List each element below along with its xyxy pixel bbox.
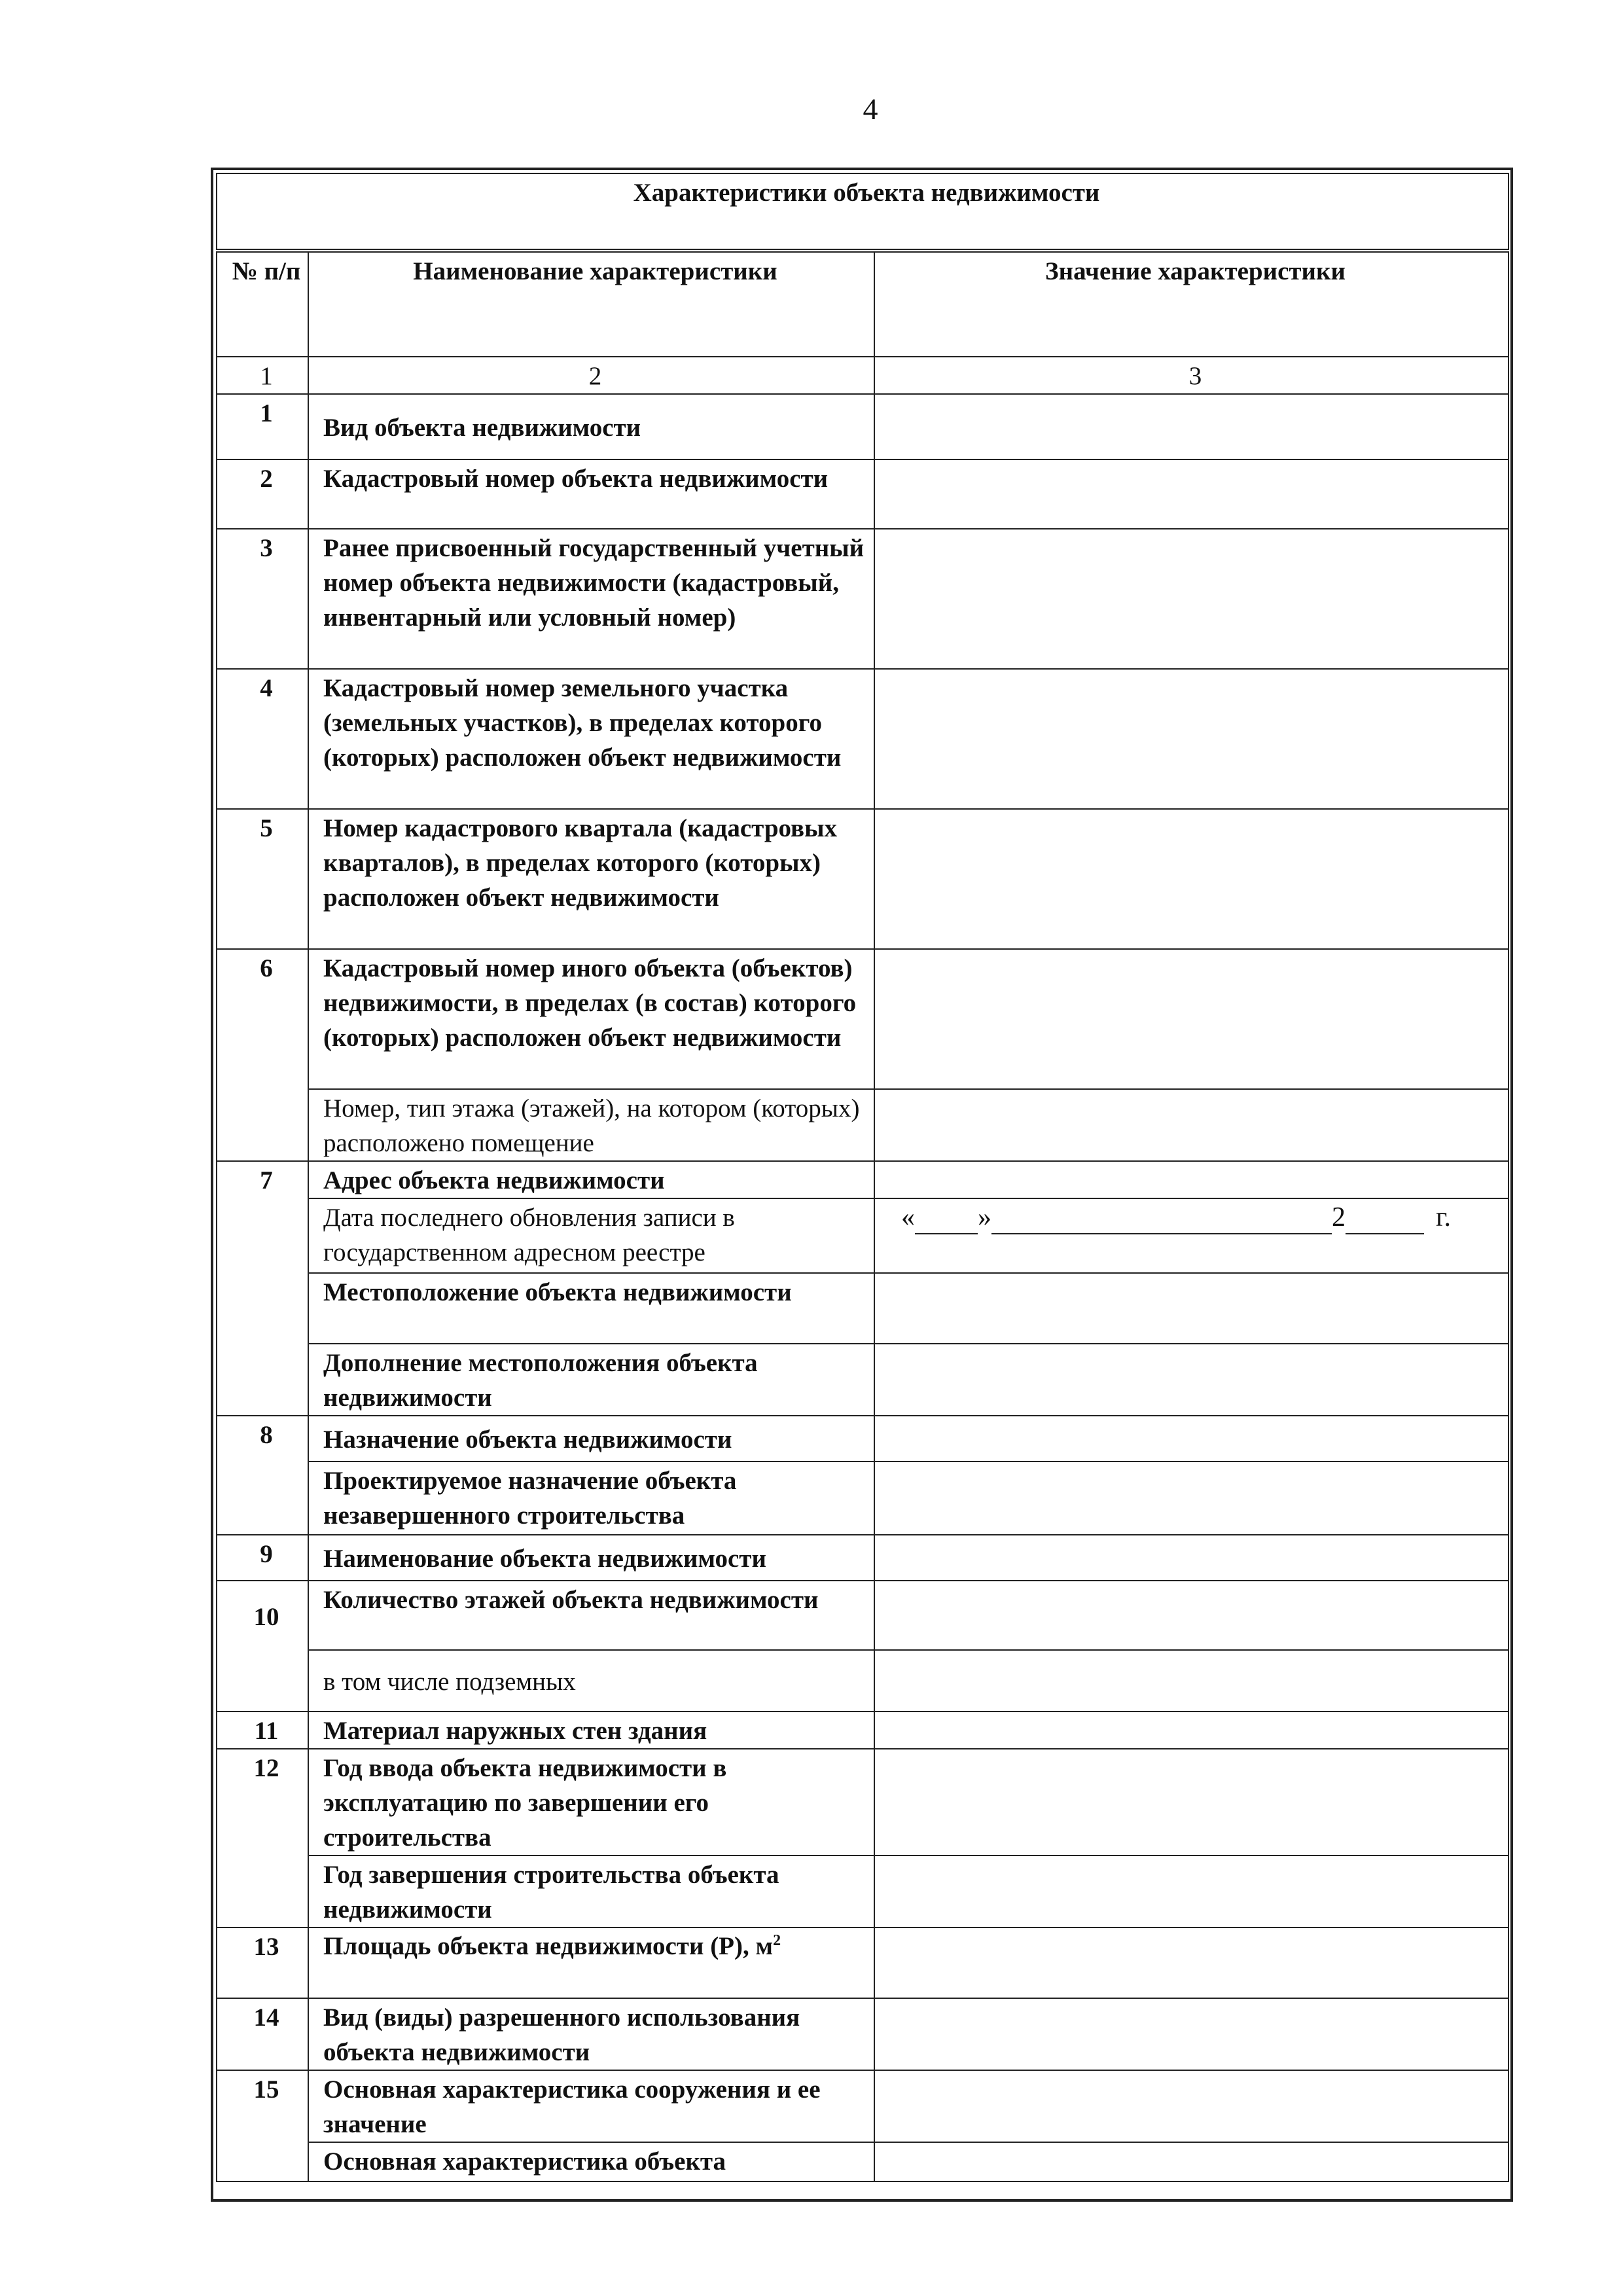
- month-blank[interactable]: [991, 1207, 1332, 1234]
- row-location-label: Местоположение объекта недвижимости: [308, 1273, 874, 1344]
- header-row: [217, 251, 1508, 357]
- area-label-text: Площадь объекта недвижимости (Р), м: [323, 1932, 774, 1960]
- value-cell[interactable]: [874, 1535, 1508, 1581]
- row-number: 1: [217, 394, 308, 459]
- table-row: [217, 1749, 1508, 1856]
- day-blank[interactable]: [915, 1207, 978, 1234]
- date-close-quote: »: [978, 1202, 991, 1232]
- row-number: 11: [217, 1712, 308, 1749]
- table-row: [217, 669, 1508, 809]
- table-subrow: [217, 2142, 1508, 2181]
- value-cell[interactable]: [874, 669, 1508, 809]
- table-row: [217, 1998, 1508, 2070]
- value-cell[interactable]: [874, 2070, 1508, 2142]
- value-cell[interactable]: [874, 1856, 1508, 1928]
- table-row: [217, 1581, 1508, 1650]
- year-blank[interactable]: [1346, 1207, 1424, 1234]
- table-row: [217, 394, 1508, 459]
- page-number: 4: [863, 92, 878, 126]
- table-row: [217, 1161, 1508, 1198]
- row-number: 5: [217, 809, 308, 949]
- value-cell[interactable]: [874, 1344, 1508, 1416]
- row-sub-label: Номер, тип этажа (этажей), на котором (которых) расположено помещение: [308, 1089, 874, 1161]
- row-date-label: Дата последнего обновления записи в государственном адресном реестре: [308, 1198, 874, 1273]
- column-number-1: 1: [217, 357, 308, 394]
- date-open-quote: «: [901, 1202, 915, 1232]
- value-cell[interactable]: [874, 459, 1508, 529]
- row-number: 6: [217, 949, 308, 1161]
- table-row: [217, 459, 1508, 529]
- table-row: [217, 949, 1508, 1089]
- table-subrow: [217, 1462, 1508, 1535]
- value-cell[interactable]: [874, 1650, 1508, 1712]
- row-label: Номер кадастрового квартала (кадастровых кварталов), в пределах которого (которых) расположен объект недвижимости: [308, 809, 874, 949]
- row-number: 14: [217, 1998, 308, 2070]
- value-cell[interactable]: [874, 1998, 1508, 2070]
- row-sub-label: в том числе подземных: [308, 1650, 874, 1712]
- table-row: [217, 1928, 1508, 1998]
- table-row: [217, 2070, 1508, 2142]
- row-number: 4: [217, 669, 308, 809]
- value-cell[interactable]: [874, 2142, 1508, 2181]
- value-cell[interactable]: [874, 1273, 1508, 1344]
- table-row: [217, 1416, 1508, 1462]
- row-label: Основная характеристика сооружения и ее значение: [308, 2070, 874, 2142]
- table-row: [217, 529, 1508, 669]
- row-number: 15: [217, 2070, 308, 2181]
- row-label: Кадастровый номер объекта недвижимости: [308, 459, 874, 529]
- area-unit-exponent: 2: [773, 1932, 781, 1949]
- row-sub-label: Год завершения строительства объекта недвижимости: [308, 1856, 874, 1928]
- header-value: Значение характеристики: [874, 251, 1508, 357]
- value-cell[interactable]: [874, 1462, 1508, 1535]
- value-cell[interactable]: [874, 949, 1508, 1089]
- date-template: [889, 1200, 1501, 1234]
- value-cell[interactable]: [874, 1581, 1508, 1650]
- row-number: 10: [217, 1581, 308, 1712]
- row-number: 9: [217, 1535, 308, 1581]
- table-subrow: [217, 1273, 1508, 1344]
- characteristics-table: [216, 173, 1509, 2182]
- date-century: 2: [1332, 1202, 1346, 1232]
- header-name: Наименование характеристики: [308, 251, 874, 357]
- row-sub-label: Основная характеристика объекта: [308, 2142, 874, 2181]
- table-row: [217, 1712, 1508, 1749]
- table-title: Характеристики объекта недвижимости: [217, 173, 1508, 251]
- row-label: Ранее присвоенный государственный учетный номер объекта недвижимости (кадастровый, инвентарный или условный номер): [308, 529, 874, 669]
- row-number: 8: [217, 1416, 308, 1535]
- row-number: 7: [217, 1161, 308, 1416]
- column-number-3: 3: [874, 357, 1508, 394]
- row-label: Год ввода объекта недвижимости в эксплуатацию по завершении его строительства: [308, 1749, 874, 1856]
- row-sub-label: Проектируемое назначение объекта незавершенного строительства: [308, 1462, 874, 1535]
- table-subrow: [217, 1856, 1508, 1928]
- date-value-cell[interactable]: [874, 1198, 1508, 1273]
- row-label: [308, 1928, 874, 1998]
- table-row: [217, 1535, 1508, 1581]
- date-year-suffix: г.: [1436, 1202, 1451, 1232]
- table-subrow: [217, 1089, 1508, 1161]
- row-label: Материал наружных стен здания: [308, 1712, 874, 1749]
- table-subrow: [217, 1650, 1508, 1712]
- row-label: Количество этажей объекта недвижимости: [308, 1581, 874, 1650]
- value-cell[interactable]: [874, 1749, 1508, 1856]
- value-cell[interactable]: [874, 1416, 1508, 1462]
- value-cell[interactable]: [874, 1928, 1508, 1998]
- row-number: 2: [217, 459, 308, 529]
- value-cell[interactable]: [874, 1161, 1508, 1198]
- value-cell[interactable]: [874, 529, 1508, 669]
- column-number-row: [217, 357, 1508, 394]
- value-cell[interactable]: [874, 394, 1508, 459]
- value-cell[interactable]: [874, 1089, 1508, 1161]
- row-label: Наименование объекта недвижимости: [308, 1535, 874, 1581]
- row-number: 13: [217, 1928, 308, 1998]
- table-row: [217, 809, 1508, 949]
- row-label: Вид (виды) разрешенного использования объекта недвижимости: [308, 1998, 874, 2070]
- row-number: 12: [217, 1749, 308, 1928]
- row-label: Вид объекта недвижимости: [308, 394, 874, 459]
- row-label: Кадастровый номер земельного участка (земельных участков), в пределах которого (которых) расположен объект недвижимости: [308, 669, 874, 809]
- row-location-extra-label: Дополнение местоположения объекта недвижимости: [308, 1344, 874, 1416]
- row-number: 3: [217, 529, 308, 669]
- value-cell[interactable]: [874, 809, 1508, 949]
- table-subrow: [217, 1344, 1508, 1416]
- value-cell[interactable]: [874, 1712, 1508, 1749]
- row-label: Адрес объекта недвижимости: [308, 1161, 874, 1198]
- header-num: № п/п: [217, 251, 308, 357]
- row-label: Назначение объекта недвижимости: [308, 1416, 874, 1462]
- table-subrow: [217, 1198, 1508, 1273]
- column-number-2: 2: [308, 357, 874, 394]
- row-label: Кадастровый номер иного объекта (объектов) недвижимости, в пределах (в состав) которого (которых) расположен объект недвижимости: [308, 949, 874, 1089]
